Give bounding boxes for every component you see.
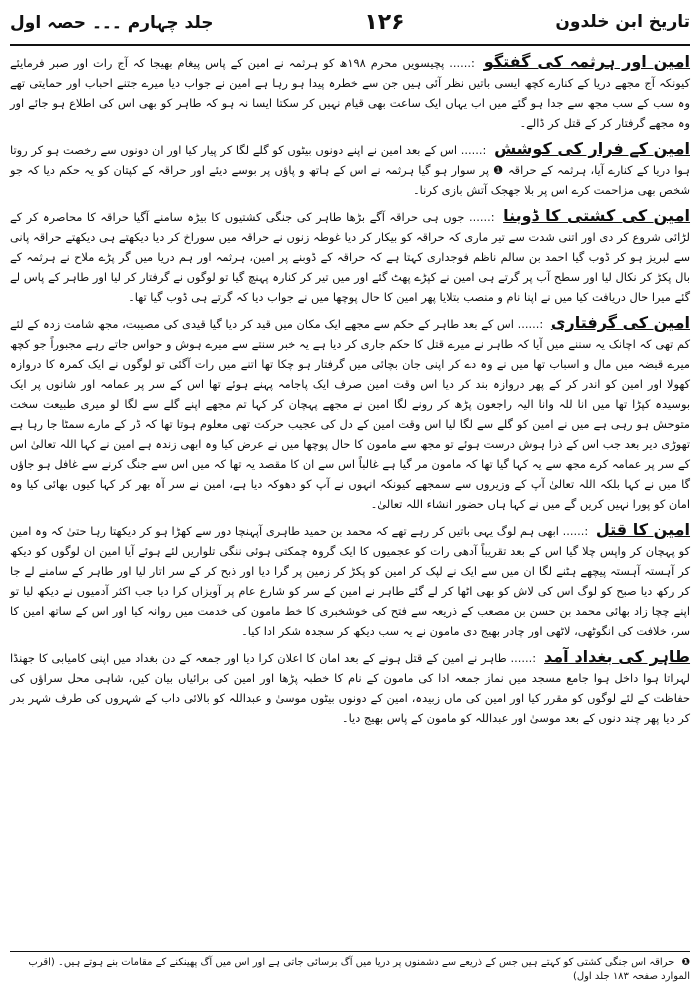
book-title: تاریخ ابن خلدون (555, 12, 690, 32)
section-amin-arrest (10, 313, 690, 514)
section-amin-escape-attempt (10, 139, 690, 200)
section-text: :...... اس کے بعد امین نے اپنے دونوں بیٹوں کو گلے لگا کر پیار کیا اور ان دونوں سے رخصت ہو کر روتا ہوا دریا کے کنارے آیا، ہرثمہ کے حراقہ ❶ پر سوار ہو گیا ہرثمہ نے اس کے ہاتھ و پاؤں پر بوسے دیئے اور حراقہ کے کپتان کو یہ حکم دیا کہ جو شخص بھی مزاحمت کرے اس پر بلا جھجک آتش بازی کرنا۔ (10, 143, 690, 197)
section-text: :...... جوں ہی حراقہ آگے بڑھا طاہر کی جنگی کشتیوں کا بیڑہ سامنے آگیا حراقہ کا محاصرہ کر کے لڑائی شروع کر دی اور اتنی شدت سے تیر ماری کہ حراقہ کو بیکار کر دیا غوطہ زنوں نے حراقہ میں سوراخ کر دیا دیکھتے ہی دیکھتے حراقہ پانی سے لبریز ہو کر ڈوب گیا احمد بن سالم ناظم فوجداری کہتا ہے کہ حراقہ کے ڈوبنے پر امین، ہرثمہ اور ہم دریا میں گر پڑے ملاح نے ہرثمہ کے بال پکڑ کر نکال لیا اور سطح آب پر گرتے ہی امین نے کپڑے پھٹ گئے اور میں تیر کر کنارہ پہنچ گیا تو لوگوں نے گرفتار کر لیا اور طاہر کے پاس لے گئے میرا حال دریافت کیا میں نے اپنا نام و منصب بتلایا پھر امین کا حال پوچھا میں نے جواب دیا کہ گرتے ہی ڈوب گیا تھا۔ (10, 210, 690, 304)
page-number: ۱۲۶ (364, 9, 405, 35)
footnote-marker: ❶ (681, 957, 690, 968)
section-amin-harthama-talk (10, 52, 690, 133)
footnote (10, 956, 690, 984)
section-heading: امین اور ہرثمہ کی گفتگو (483, 52, 691, 71)
volume-label: جلد چہارم ۔۔۔ حصہ اول (10, 12, 214, 33)
section-tahir-baghdad-arrival (10, 647, 690, 728)
section-text: :...... پچیسویں محرم ۱۹۸ھ کو ہرثمہ نے امین کے پاس پیغام بھیجا کہ آج رات اور صبر فرمایئے کیونکہ آج مجھے دریا کے کنارے کچھ ایسی باتیں نظر آئی ہیں جن سے خطرہ پیدا ہو رہا ہے امین نے جواب دیا میرے جتنے احباب اور حمایتی تھے وہ سب کے سب مجھ سے جدا ہو گئے میں اب یہاں ایک ساعت بھی قیام نہیں کر سکتا ایسا نہ ہو کہ طاہر کو بھی اس کی اطلاع ہو جائے اور وہ مجھے گرفتار کر کے قتل کر ڈالے۔ (10, 56, 690, 130)
section-text: :...... ابھی ہم لوگ یہی باتیں کر رہے تھے کہ محمد بن حمید طاہری آپہنچا دور سے کھڑا ہو کر دیکھتا رہا حتیٰ کہ وہ امین کو پہچان کر واپس چلا گیا اس کے بعد تقریباً آدھی رات کو عجمیوں کا ایک گروہ چمکتی ہوئی ننگی تلواریں لئے ہوئے آیا امین ان لوگوں کو دیکھ کر آہستہ آہستہ پیچھے ہٹنے لگا ان میں سے ایک نے لپک کر امین کو پکڑ کر زمین پر گرا دیا اور ذبح کر کے سر اتار لیا اور طاہر کے سامنے لے جا کر رکھ دیا صبح کو لوگ اس کی لاش کو بھی اٹھا کر لے گئے طاہر نے امین کے سر کو شارع عام پر آویزاں کرا دیا جب اکثر آدمیوں نے دیکھ لیا تو اپنے چچا زاد بھائی محمد بن حسن بن مصعب کے ذریعہ سے فتح کی خوشخبری کا خط مامون کی خدمت میں روانہ کیا اور اس کے ساتھ امین کا سر، خلافت کی انگوٹھی، لاٹھی اور چادر بھیج دی مامون نے یہ سب دیکھ کر سجدہ شکر ادا کیا۔ (10, 524, 690, 638)
section-amin-killing (10, 520, 690, 641)
page-header (10, 0, 690, 46)
section-heading: امین کے فرار کی کوشش (494, 139, 690, 158)
footnote-text: حراقہ اس جنگی کشتی کو کہتے ہیں جس کے ذریعے سے دشمنوں پر دریا میں آگ برسائی جاتی ہے اور اس میں آگ پھینکنے کے مقامات بنے ہوتے ہیں۔ (اقرب الموارد صفحہ ۱۸۳ جلد اول) (28, 957, 690, 982)
section-text: :...... اس کے بعد طاہر کے حکم سے مجھے ایک مکان میں قید کر دیا گیا قیدی کی مصیبت، مجھ شامت زدہ کے لئے کم تھی کہ اچانک یہ سننے میں آیا کہ طاہر نے میرے قتل کا حکم جاری کر دیا ہے یہ خبر سنتے سے میرے ہوش و حواس جاتے رہے مجبوراً جو کچھ میرے قبضہ میں مال و اسباب تھا میں نے وہ دے کر اپنی جان بچائی میں گرفتار ہو چکا تھا اتنے میں رات آگئی تو لوگوں نے ایک کمرہ کا دروازہ کھولا اور امین کو اندر کر کے پھر دروازہ بند کر دیا اس وقت امین صرف ایک پاجامہ پہنے ہوئے تھا اس کے سر پر عمامہ اور شانوں پر ایک بوسیدہ کپڑا تھا میں انا للہ وانا الیہ راجعون پڑھ کر رونے لگا امین نے مجھے پہچان کر کہا تم مجھے اپنے گلے سے لگا لو میری طبیعت سخت متوحش ہو رہی ہے میں نے امین کو گلے سے لگا لیا اس وقت امین کے دل کی عجیب حرکت تھی معلوم ہوتا تھا کہ ڈر کے مارے سمٹا جا رہا ہے تھوڑی دیر بعد جب اس کے ذرا ہوش درست ہوئے تو مجھ سے مامون کا حال پوچھا میں نے عرض کیا وہ ابھی زندہ ہے امین نے کہا اللہ تعالیٰ اس کے سر پر عمامہ کرے مجھ سے یہ کہا گیا تھا کہ مامون مر گیا ہے غالباً اس سے ان کا مقصد یہ تھا کہ میں اس سے جنگ کرنے سے غافل ہو جاؤں گا میں نے کہا بلکہ اللہ تعالیٰ آپ کے وزیروں سے سمجھے کیونکہ انہوں نے آپ کو دھوکہ دیا ہے، امین نے سر آہ بھر کر کہا کیوں بھائی کیا وہ امان کو پورا نہیں کریں گے میں نے کہا ہاں حضور انشاء اللہ تعالیٰ۔ (10, 317, 690, 511)
section-text: :...... طاہر نے امین کے قتل ہونے کے بعد امان کا اعلان کرا دیا اور جمعہ کے دن بغداد میں اپنی کامیابی کا جھنڈا لہراتا ہوا داخل ہوا جامع مسجد میں نماز جمعہ ادا کی مامون کے نام کا خطبہ پڑھا اور امین کی برائیاں بیان کیں، شاہی محل سراؤں کی حفاظت کے لئے لوگوں کو مقرر کیا اور امین کی ماں زبیدہ، امین کے دونوں بیٹوں موسیٰ و عبداللہ کو بالائی داب کے شہروں کی طرف شہر بدر کر دیا پھر چند دنوں کے بعد موسیٰ اور عبداللہ کو مامون کے پاس بھیج دیا۔ (10, 651, 690, 725)
section-boat-sinking (10, 206, 690, 307)
section-heading: امین کا قتل (595, 520, 691, 539)
footnote-divider (10, 951, 690, 952)
section-heading: امین کی کشتی کا ڈوبنا (503, 206, 691, 225)
section-heading: طاہر کی بغداد آمد (544, 647, 691, 666)
section-heading: امین کی گرفتاری (550, 313, 690, 332)
